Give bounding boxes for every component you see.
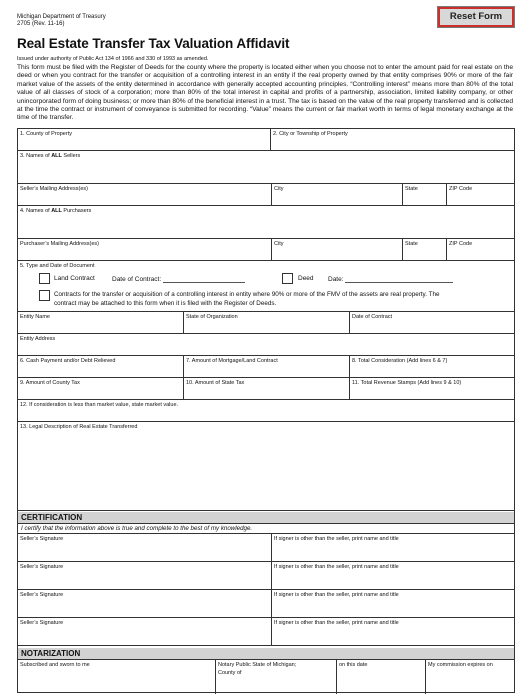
deed-label: Deed xyxy=(298,275,314,282)
cash-payment-label: 6. Cash Payment and/or Debt Relieved xyxy=(20,358,116,364)
subscribed-sworn-field[interactable] xyxy=(18,660,216,694)
total-consideration-field[interactable] xyxy=(350,356,515,377)
signer-name-title-label: If signer is other than the seller, print name and title xyxy=(274,620,399,626)
controlling-interest-checkbox[interactable] xyxy=(39,290,50,301)
signer-name-title-label: If signer is other than the seller, print name and title xyxy=(274,592,399,598)
signer-name-title-4[interactable] xyxy=(272,618,515,645)
certification-statement-row xyxy=(18,524,514,534)
signature-row-1 xyxy=(18,534,514,562)
row-county-city xyxy=(18,129,514,151)
seller-signature-label: Seller’s Signature xyxy=(20,620,64,626)
sellers-names-field[interactable] xyxy=(18,151,514,184)
entity-contract-date-label: Date of Contract xyxy=(352,314,393,320)
purchaser-state-field[interactable] xyxy=(403,239,447,260)
revenue-stamps-label: 11. Total Revenue Stamps (Add lines 9 & 10) xyxy=(352,380,462,386)
deed-checkbox[interactable] xyxy=(282,273,293,284)
land-contract-date[interactable]: Date of Contract: xyxy=(112,275,245,283)
seller-signature-4[interactable] xyxy=(18,618,272,645)
mortgage-amount-field[interactable] xyxy=(184,356,350,377)
purchaser-zip-label: ZIP Code xyxy=(449,241,473,247)
notary-public-label: Notary Public State of Michigan; xyxy=(218,662,297,668)
controlling-interest-text-2: contract may be attached to this form when it is filed with the Register of Deeds. xyxy=(54,300,277,307)
signature-row-2 xyxy=(18,562,514,590)
deed-date[interactable]: Date: xyxy=(328,275,453,283)
entity-address-label: Entity Address xyxy=(20,336,56,342)
issued-authority: Issued under authority of Public Act 134 of 1966 and 330 of 1993 as amended. xyxy=(17,56,209,62)
seller-address-field[interactable] xyxy=(18,184,272,205)
market-value-label: 12. If consideration is less than market value, state market value. xyxy=(20,402,179,408)
notary-date-field[interactable] xyxy=(337,660,426,694)
row-entity xyxy=(18,312,514,334)
form-title: Real Estate Transfer Tax Valuation Affidavit xyxy=(17,36,290,51)
document-type-label: 5. Type and Date of Document xyxy=(20,263,95,269)
seller-signature-1[interactable] xyxy=(18,534,272,561)
seller-city-field[interactable] xyxy=(272,184,403,205)
entity-address-field[interactable] xyxy=(18,334,514,356)
signer-name-title-1[interactable] xyxy=(272,534,515,561)
sellers-label: 3. Names of ALL Sellers xyxy=(20,153,81,159)
notary-date-label: on this date xyxy=(339,662,368,668)
land-contract-checkbox[interactable] xyxy=(39,273,50,284)
purchaser-zip-field[interactable] xyxy=(447,239,515,260)
purchaser-state-label: State xyxy=(405,241,418,247)
mortgage-amount-label: 7. Amount of Mortgage/Land Contract xyxy=(186,358,278,364)
seller-signature-label: Seller’s Signature xyxy=(20,536,64,542)
row-lines-6-8 xyxy=(18,356,514,378)
signer-name-title-2[interactable] xyxy=(272,562,515,589)
seller-city-label: City xyxy=(274,186,284,192)
entity-name-label: Entity Name xyxy=(20,314,50,320)
entity-name-field[interactable] xyxy=(18,312,184,333)
state-of-organization-field[interactable] xyxy=(184,312,350,333)
notarization-heading: NOTARIZATION xyxy=(18,648,514,660)
form-number: 2705 (Rev. 11-16) xyxy=(17,21,65,27)
notarization-row xyxy=(18,660,514,694)
county-label: 1. County of Property xyxy=(20,131,72,137)
legal-description-label: 13. Legal Description of Real Estate Transferred xyxy=(20,424,138,430)
signer-name-title-label: If signer is other than the seller, print name and title xyxy=(274,536,399,542)
signature-row-3 xyxy=(18,590,514,618)
commission-expires-label: My commission expires on xyxy=(428,662,493,668)
seller-state-field[interactable] xyxy=(403,184,447,205)
purchaser-city-label: City xyxy=(274,241,284,247)
department-name: Michigan Department of Treasury xyxy=(17,14,106,20)
subscribed-sworn-label: Subscribed and sworn to me xyxy=(20,662,90,668)
entity-contract-date-field[interactable] xyxy=(350,312,515,333)
purchasers-names-field[interactable] xyxy=(18,206,514,239)
city-township-field[interactable] xyxy=(271,129,515,150)
market-value-field[interactable] xyxy=(18,400,514,422)
county-tax-label: 9. Amount of County Tax xyxy=(20,380,80,386)
seller-signature-3[interactable] xyxy=(18,590,272,617)
purchaser-city-field[interactable] xyxy=(272,239,403,260)
county-field[interactable] xyxy=(18,129,271,150)
revenue-stamps-field[interactable] xyxy=(350,378,515,399)
intro-paragraph: This form must be filed with the Register of Deeds for the county where the property is located either when you choose not to enter the amount paid for real estate on the deed or when you contract for the transfer or acquisition of a controlling interest in an entity if the real property owned by that entity comprises 90% or more of the fair market value of the assets of the entity determined in accordance with generally accepted accounting principles. “Controlling interest” means more than 80% of the total value of all classes of stock of a corporation; more than 80% of the total interest in capital and profits of a partnership, association, limited liability company, or other unincorporated form of doing business; or more than 80% of the beneficial interest in a trust. The tax is based on the value of the real property transferred and is collected at the time the contract or instrument of conveyance is submitted for recording. “Value” means the current or fair market worth in terms of legal monetary exchange at the time of the transfer. xyxy=(17,64,513,122)
reset-form-button[interactable]: Reset Form xyxy=(437,6,515,28)
state-of-organization-label: State of Organization xyxy=(186,314,238,320)
city-township-label: 2. City or Township of Property xyxy=(273,131,348,137)
affidavit-form xyxy=(17,128,515,693)
signer-name-title-label: If signer is other than the seller, print name and title xyxy=(274,564,399,570)
seller-signature-label: Seller’s Signature xyxy=(20,592,64,598)
signature-row-4 xyxy=(18,618,514,646)
row-purchaser-address xyxy=(18,239,514,261)
certification-statement: I certify that the information above is true and complete to the best of my knowledge. xyxy=(21,525,253,532)
certification-heading: CERTIFICATION xyxy=(18,512,514,524)
row-lines-9-11 xyxy=(18,378,514,400)
notary-county-label: County of xyxy=(218,670,242,676)
signer-name-title-3[interactable] xyxy=(272,590,515,617)
cash-payment-field[interactable] xyxy=(18,356,184,377)
seller-zip-label: ZIP Code xyxy=(449,186,473,192)
purchaser-address-field[interactable] xyxy=(18,239,272,260)
county-tax-field[interactable] xyxy=(18,378,184,399)
seller-zip-field[interactable] xyxy=(447,184,515,205)
seller-signature-label: Seller’s Signature xyxy=(20,564,64,570)
total-consideration-label: 8. Total Consideration (Add lines 6 & 7) xyxy=(352,358,448,364)
document-type-section xyxy=(18,261,514,312)
purchaser-address-label: Purchaser’s Mailing Address(es) xyxy=(20,241,99,247)
seller-signature-2[interactable] xyxy=(18,562,272,589)
commission-expires-field[interactable] xyxy=(426,660,515,694)
row-seller-address xyxy=(18,184,514,206)
land-contract-label: Land Contract xyxy=(54,275,95,282)
notary-public-field[interactable] xyxy=(216,660,337,694)
seller-address-label: Seller’s Mailing Address(es) xyxy=(20,186,88,192)
state-tax-field[interactable] xyxy=(184,378,350,399)
purchasers-label: 4. Names of ALL Purchasers xyxy=(20,208,92,214)
state-tax-label: 10. Amount of State Tax xyxy=(186,380,245,386)
controlling-interest-text-1: Contracts for the transfer or acquisition of a controlling interest in entity where 90% or more of the FMV of the assets are real property. The xyxy=(54,291,440,298)
seller-state-label: State xyxy=(405,186,418,192)
legal-description-field[interactable] xyxy=(18,422,514,511)
